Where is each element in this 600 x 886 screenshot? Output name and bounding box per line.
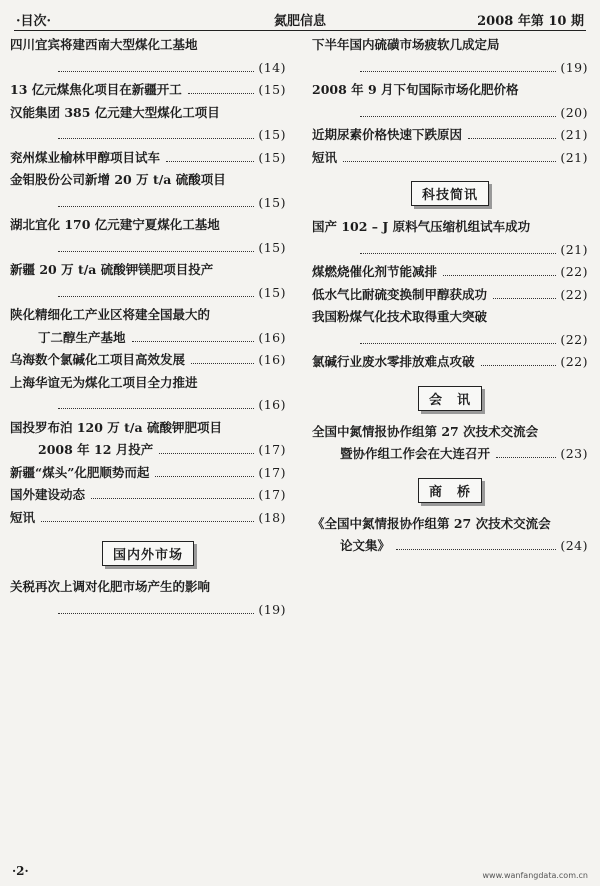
toc-entry-page: (22) [560,331,588,347]
toc-entry[interactable] [312,79,588,124]
toc-entry[interactable] [10,372,286,417]
dot-leader [360,343,556,344]
dot-leader [58,408,254,409]
dot-leader [496,457,556,458]
toc-entry-page: (22) [560,354,588,369]
toc-entry[interactable] [312,284,588,307]
toc-entry-title: 四川宜宾将建西南大型煤化工基地 [10,37,198,52]
toc-left-column [10,34,286,621]
toc-entry[interactable] [10,417,286,462]
toc-entry[interactable] [10,214,286,259]
page-header [14,0,586,30]
page-number: ·2· [12,864,29,878]
toc-entry-title: 氯碱行业废水零排放难点攻破 [312,354,475,369]
toc-entry-page: (18) [258,509,286,525]
toc-entry-page: (16) [258,329,286,345]
dot-leader [41,521,254,522]
toc-entry-title: 国外建设动态 [10,487,86,502]
toc-entry-title: 金钼股份公司新增 20 万 t/a 硫酸项目 [10,172,226,187]
dot-leader [188,93,255,94]
toc-entry-page: (17) [258,464,286,480]
toc-entry-title: 近期尿素价格快速下跌原因 [312,127,463,142]
header-section-label: ·目次· [16,14,52,29]
section-heading [312,386,588,411]
toc-entry-title: 2008 年 9 月下旬国际市场化肥价格 [312,82,519,97]
toc-entry-page: (22) [560,286,588,302]
dot-leader [58,71,254,72]
dot-leader [343,161,556,162]
dot-leader [443,275,556,276]
toc-entry[interactable] [10,169,286,214]
toc-entry-title: 论文集》 [340,538,391,553]
toc-entry-page: (15) [258,127,286,142]
dot-leader [58,138,254,139]
toc-entry-title: 丁二醇生产基地 [38,329,126,345]
section-heading [312,181,588,206]
toc-entry-page: (19) [560,59,588,75]
toc-entry-title: 国产 102 – J 原料气压缩机组试车成功 [312,219,531,234]
dot-leader [58,206,254,207]
toc-entry[interactable] [10,576,286,621]
toc-entry[interactable] [10,349,286,372]
dot-leader [159,453,254,454]
dot-leader [132,341,255,342]
toc-entry-title: 我国粉煤气化技术取得重大突破 [312,309,488,324]
toc-entry-title: 上海华谊无为煤化工项目全力推进 [10,374,198,390]
dot-leader [360,116,556,117]
toc-entry-page: (16) [258,397,286,412]
toc-entry-title: 新疆“煤头”化肥顺势而起 [10,464,150,480]
toc-entry-title: 2008 年 12 月投产 [38,442,154,457]
toc-entry[interactable] [10,79,286,102]
toc-entry-page: (15) [258,149,286,165]
dot-leader [58,251,254,252]
toc-entry[interactable] [312,261,588,284]
toc-entry-title: 国投罗布泊 120 万 t/a 硫酸钾肥项目 [10,419,222,435]
header-rule [14,30,586,31]
dot-leader [91,498,254,499]
section-heading-label: 会 讯 [418,386,482,411]
dot-leader [58,613,254,614]
toc-entry[interactable] [10,34,286,79]
section-heading [10,541,286,566]
toc-entry-page: (19) [258,601,286,617]
toc-entry-title: 短讯 [312,149,338,165]
toc-entry-page: (22) [560,264,588,279]
toc-entry[interactable] [10,484,286,507]
dot-leader [396,549,556,550]
toc-entry-title: 乌海数个氯碱化工项目高效发展 [10,352,186,367]
issue-label: 2008 年第 10 期 [477,14,584,29]
dot-leader [191,363,254,364]
toc-entry-title: 湖北宜化 170 亿元建宁夏煤化工基地 [10,217,220,232]
toc-entry-title: 兖州煤业榆林甲醇项目试车 [10,149,161,165]
toc-entry-page: (21) [560,149,588,165]
toc-entry[interactable] [10,304,286,349]
dot-leader [481,365,557,366]
toc-entry[interactable] [312,147,588,170]
toc-entry-title: 下半年国内硫磺市场疲软几成定局 [312,37,500,52]
toc-entry-title: 陕化精细化工产业区将建全国最大的 [10,307,211,322]
toc-entry[interactable] [10,102,286,147]
dot-leader [493,298,556,299]
toc-entry[interactable] [312,421,588,466]
toc-entry-page: (15) [258,284,286,300]
dot-leader [468,138,556,139]
toc-entry-page: (20) [560,104,588,120]
toc-entry[interactable] [10,507,286,530]
toc-entry[interactable] [10,462,286,485]
toc-entry-page: (24) [560,538,588,553]
journal-title: 氮肥信息 [273,14,326,29]
toc-entry[interactable] [10,259,286,304]
toc-entry-page: (15) [258,194,286,210]
toc-entry-title: 全国中氮情报协作组第 27 次技术交流会 [312,423,539,439]
toc-entry-title: 短讯 [10,509,36,525]
toc-entry-page: (21) [560,241,588,257]
section-heading-label: 商 桥 [418,478,482,503]
toc-entry-title: 新疆 20 万 t/a 硫酸钾镁肥项目投产 [10,262,214,277]
toc-entry-page: (17) [258,487,286,502]
dot-leader [360,71,556,72]
dot-leader [166,161,254,162]
toc-entry-page: (14) [258,59,286,75]
toc-entry-title: 汉能集团 385 亿元建大型煤化工项目 [10,104,220,120]
toc-entry[interactable] [312,124,588,147]
toc-entry-page: (17) [258,442,286,457]
toc-entry-page: (15) [258,239,286,255]
toc-entry[interactable] [312,34,588,79]
dot-leader [155,476,254,477]
toc-entry-title: 暨协作组工作会在大连召开 [340,446,491,461]
toc-entry-page: (23) [560,446,588,461]
toc-entry-title: 煤燃烧催化剂节能减排 [312,264,438,279]
toc-entry-page: (16) [258,352,286,367]
watermark: www.wanfangdata.com.cn [482,871,588,880]
section-heading [312,478,588,503]
dot-leader [58,296,254,297]
toc-entry-page: (21) [560,127,588,142]
toc-right-column [312,34,588,558]
toc-entry[interactable] [312,306,588,351]
toc-entry-title: 低水气比耐硫变换制甲醇获成功 [312,286,488,302]
toc-entry[interactable] [312,513,588,558]
toc-entry-title: 关税再次上调对化肥市场产生的影响 [10,579,211,594]
toc-entry[interactable] [312,351,588,374]
section-heading-label: 科技简讯 [411,181,489,206]
toc-entry[interactable] [10,147,286,170]
dot-leader [360,253,556,254]
toc-entry-page: (15) [258,82,286,97]
toc-entry[interactable] [312,216,588,261]
toc-entry-title: 《全国中氮情报协作组第 27 次技术交流会 [312,515,551,531]
section-heading-label: 国内外市场 [102,541,194,566]
toc-entry-title: 13 亿元煤焦化项目在新疆开工 [10,82,182,97]
